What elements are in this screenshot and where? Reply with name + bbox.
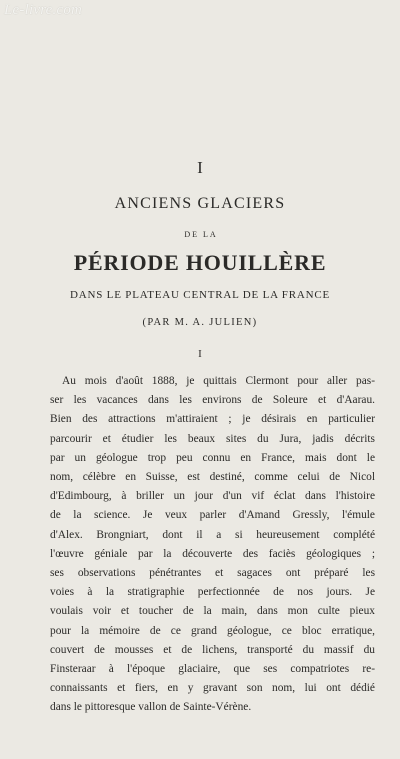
body-line: connaissants et fiers, en y gravant son nom, lui ont dédié bbox=[50, 682, 375, 695]
body-line: Finsteraar à l'époque glaciaire, que ses compatriotes re- bbox=[50, 663, 375, 676]
title-line-4: DANS LE PLATEAU CENTRAL DE LA FRANCE bbox=[69, 289, 330, 301]
body-line: d'Alex. Brongniart, dont il a si heureusement complété bbox=[50, 528, 375, 541]
body-line: par un géologue trop peu connu en France, mais dont le bbox=[50, 451, 375, 464]
body-line: nom, célèbre en Suisse, est destiné, comme celui de Nicol bbox=[50, 471, 375, 484]
title-line-2: DE LA bbox=[184, 230, 218, 239]
body-line: ser les vacances dans les environs de Soleure et d'Aarau. bbox=[50, 394, 375, 407]
title-line-1: ANCIENS GLACIERS bbox=[114, 195, 286, 212]
watermark-logo: Le-livre.com bbox=[4, 2, 83, 18]
body-line: voies à la stratigraphie perfectionnée de nos jours. Je bbox=[50, 586, 375, 599]
body-paragraph bbox=[50, 372, 375, 718]
body-line: d'Edimbourg, à briller un jour d'un vif éclat dans l'histoire bbox=[50, 490, 375, 503]
body-line: ses observations pénétrantes et sagaces ont préparé les bbox=[50, 567, 375, 580]
body-line: dans le pittoresque vallon de Sainte-Vérène. bbox=[50, 701, 252, 714]
body-line: couvert de mousses et de lichens, transporté du massif du bbox=[50, 643, 375, 656]
section-numeral: I bbox=[197, 158, 203, 177]
page-title: PÉRIODE HOUILLÈRE bbox=[73, 250, 327, 275]
body-line: parcourir et étudier les beaux sites du Jura, jadis décrits bbox=[50, 432, 375, 445]
body-line: Bien des attractions m'attiraient ; je désirais en particulier bbox=[50, 413, 375, 426]
body-line: voulais voir et toucher de la main, dans mon culte pieux bbox=[50, 605, 375, 618]
body-line: l'œuvre géniale par la découverte des faciès géologiques ; bbox=[50, 547, 375, 560]
author-byline: (PAR M. A. JULIEN) bbox=[142, 317, 258, 328]
body-line: de la science. Je veux parler d'Amand Gressly, l'émule bbox=[50, 509, 375, 522]
subsection-numeral: I bbox=[198, 348, 202, 360]
body-line: pour la mémoire de ce grand géologue, ce bloc erratique, bbox=[50, 624, 375, 637]
body-line: Au mois d'août 1888, je quittais Clermont pour aller pas- bbox=[62, 375, 375, 387]
